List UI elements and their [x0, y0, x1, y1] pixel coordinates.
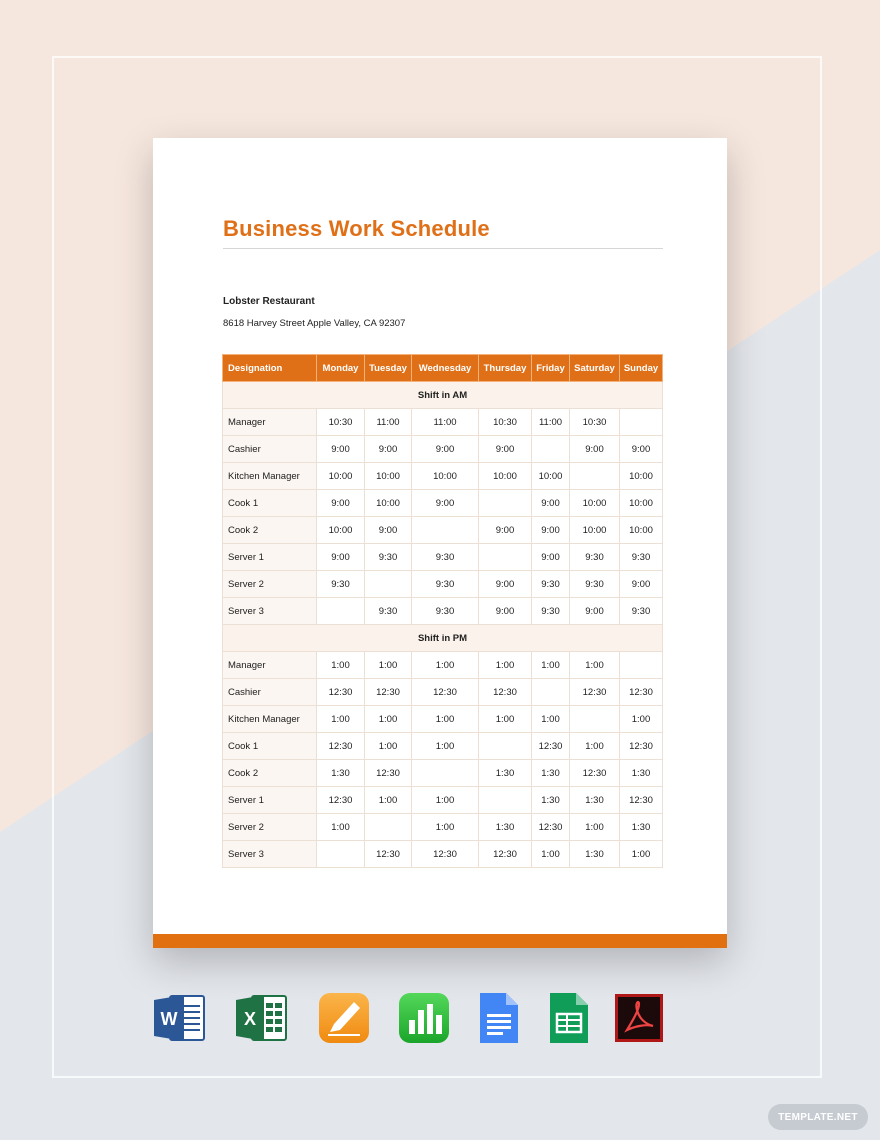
time-cell: 1:30: [479, 814, 532, 841]
company-address: 8618 Harvey Street Apple Valley, CA 92307: [223, 318, 406, 329]
table-row: [223, 706, 663, 733]
time-cell: 10:30: [570, 409, 620, 436]
time-cell: [412, 517, 479, 544]
time-cell: 1:00: [532, 841, 570, 868]
time-cell: 1:00: [412, 814, 479, 841]
schedule-body: [223, 382, 663, 868]
time-cell: 1:00: [317, 814, 365, 841]
time-cell: 12:30: [412, 679, 479, 706]
time-cell: 9:00: [570, 436, 620, 463]
time-cell: 12:30: [412, 841, 479, 868]
time-cell: 9:30: [620, 544, 663, 571]
table-row: [223, 436, 663, 463]
time-cell: 9:00: [532, 544, 570, 571]
time-cell: 9:00: [365, 517, 412, 544]
time-cell: [479, 787, 532, 814]
time-cell: [412, 760, 479, 787]
time-cell: 1:30: [570, 787, 620, 814]
time-cell: [570, 463, 620, 490]
table-row: [223, 679, 663, 706]
header-tuesday: Tuesday: [365, 355, 412, 382]
time-cell: 1:00: [365, 706, 412, 733]
designation-cell: Manager: [223, 409, 317, 436]
time-cell: 12:30: [317, 787, 365, 814]
time-cell: 9:00: [412, 436, 479, 463]
time-cell: 9:30: [570, 544, 620, 571]
designation-cell: Cook 2: [223, 517, 317, 544]
designation-cell: Kitchen Manager: [223, 706, 317, 733]
time-cell: 10:00: [620, 490, 663, 517]
time-cell: [570, 706, 620, 733]
document-title: Business Work Schedule: [223, 216, 490, 241]
template-net-badge[interactable]: TEMPLATE.NET: [768, 1104, 868, 1130]
time-cell: 10:00: [620, 463, 663, 490]
time-cell: 9:30: [365, 544, 412, 571]
time-cell: 1:00: [412, 706, 479, 733]
time-cell: 12:30: [479, 841, 532, 868]
header-designation: Designation: [223, 355, 317, 382]
time-cell: 1:30: [317, 760, 365, 787]
table-row: [223, 517, 663, 544]
time-cell: 9:00: [317, 490, 365, 517]
designation-cell: Manager: [223, 652, 317, 679]
table-row: [223, 598, 663, 625]
time-cell: 10:30: [317, 409, 365, 436]
time-cell: 1:00: [479, 652, 532, 679]
table-row: [223, 490, 663, 517]
time-cell: [532, 679, 570, 706]
time-cell: 1:00: [412, 787, 479, 814]
designation-cell: Cook 2: [223, 760, 317, 787]
excel-icon[interactable]: [234, 990, 290, 1046]
time-cell: 1:30: [479, 760, 532, 787]
time-cell: 1:00: [570, 652, 620, 679]
table-row: [223, 841, 663, 868]
time-cell: 11:00: [365, 409, 412, 436]
time-cell: 9:00: [317, 436, 365, 463]
time-cell: 1:30: [570, 841, 620, 868]
word-icon[interactable]: [152, 990, 208, 1046]
time-cell: 9:00: [412, 490, 479, 517]
document-page: [153, 138, 727, 948]
designation-cell: Server 2: [223, 571, 317, 598]
header-thursday: Thursday: [479, 355, 532, 382]
time-cell: 9:30: [532, 598, 570, 625]
time-cell: 10:00: [317, 517, 365, 544]
designation-cell: Server 3: [223, 598, 317, 625]
title-divider: [223, 248, 663, 249]
time-cell: [479, 490, 532, 517]
table-row: [223, 733, 663, 760]
header-friday: Friday: [532, 355, 570, 382]
time-cell: 10:00: [412, 463, 479, 490]
time-cell: [365, 814, 412, 841]
time-cell: 12:30: [532, 814, 570, 841]
time-cell: 1:00: [365, 652, 412, 679]
time-cell: 1:00: [412, 733, 479, 760]
time-cell: 9:30: [412, 598, 479, 625]
shift-section-row: [223, 625, 663, 652]
time-cell: 1:00: [317, 652, 365, 679]
time-cell: 9:00: [620, 436, 663, 463]
table-row: [223, 571, 663, 598]
time-cell: 9:00: [620, 571, 663, 598]
time-cell: 1:00: [570, 733, 620, 760]
time-cell: 11:00: [412, 409, 479, 436]
acrobat-pdf-icon[interactable]: [611, 990, 667, 1046]
time-cell: 9:30: [365, 598, 412, 625]
time-cell: 1:00: [620, 706, 663, 733]
header-sunday: Sunday: [620, 355, 663, 382]
time-cell: 1:00: [365, 787, 412, 814]
time-cell: 12:30: [479, 679, 532, 706]
time-cell: [479, 544, 532, 571]
app-icon-bar: [0, 990, 880, 1046]
time-cell: 12:30: [620, 679, 663, 706]
time-cell: 11:00: [532, 409, 570, 436]
time-cell: 1:00: [317, 706, 365, 733]
time-cell: 9:00: [365, 436, 412, 463]
header-saturday: Saturday: [570, 355, 620, 382]
designation-cell: Kitchen Manager: [223, 463, 317, 490]
time-cell: 10:00: [620, 517, 663, 544]
table-row: [223, 652, 663, 679]
designation-cell: Cashier: [223, 436, 317, 463]
time-cell: 9:00: [479, 571, 532, 598]
designation-cell: Server 2: [223, 814, 317, 841]
header-monday: Monday: [317, 355, 365, 382]
time-cell: 9:00: [317, 544, 365, 571]
table-row: [223, 544, 663, 571]
table-row: [223, 760, 663, 787]
time-cell: 9:00: [479, 436, 532, 463]
footer-accent-stripe: [153, 934, 727, 948]
time-cell: 12:30: [570, 679, 620, 706]
time-cell: 9:30: [317, 571, 365, 598]
time-cell: [479, 733, 532, 760]
time-cell: 9:00: [532, 490, 570, 517]
svg-text:W: W: [160, 1009, 178, 1029]
table-row: [223, 787, 663, 814]
numbers-icon[interactable]: [396, 990, 452, 1046]
shift-section-row: [223, 382, 663, 409]
time-cell: 12:30: [365, 841, 412, 868]
designation-cell: Cook 1: [223, 490, 317, 517]
time-cell: 1:30: [532, 787, 570, 814]
time-cell: 9:00: [479, 598, 532, 625]
google-docs-icon[interactable]: [470, 990, 526, 1046]
time-cell: 1:00: [412, 652, 479, 679]
header-wednesday: Wednesday: [412, 355, 479, 382]
time-cell: 9:30: [532, 571, 570, 598]
time-cell: 9:30: [412, 571, 479, 598]
time-cell: 9:00: [532, 517, 570, 544]
time-cell: 12:30: [317, 733, 365, 760]
time-cell: 12:30: [620, 787, 663, 814]
designation-cell: Server 1: [223, 787, 317, 814]
time-cell: 10:00: [532, 463, 570, 490]
time-cell: 10:00: [570, 490, 620, 517]
time-cell: [532, 436, 570, 463]
time-cell: [365, 571, 412, 598]
table-row: [223, 814, 663, 841]
time-cell: 1:00: [479, 706, 532, 733]
time-cell: 1:00: [532, 652, 570, 679]
time-cell: 9:30: [412, 544, 479, 571]
time-cell: 12:30: [570, 760, 620, 787]
schedule-table: [222, 354, 663, 868]
time-cell: 10:00: [365, 490, 412, 517]
designation-cell: Server 1: [223, 544, 317, 571]
time-cell: [620, 652, 663, 679]
time-cell: 12:30: [532, 733, 570, 760]
svg-text:X: X: [243, 1009, 257, 1029]
time-cell: 1:00: [532, 706, 570, 733]
time-cell: 9:00: [479, 517, 532, 544]
time-cell: 10:00: [365, 463, 412, 490]
time-cell: 10:30: [479, 409, 532, 436]
google-sheets-icon[interactable]: [540, 990, 596, 1046]
pages-icon[interactable]: [316, 990, 372, 1046]
time-cell: 12:30: [365, 679, 412, 706]
time-cell: 9:30: [570, 571, 620, 598]
shift-section-label: Shift in PM: [223, 625, 663, 652]
time-cell: 1:00: [620, 841, 663, 868]
table-row: [223, 409, 663, 436]
time-cell: [620, 409, 663, 436]
time-cell: 1:00: [570, 814, 620, 841]
designation-cell: Cook 1: [223, 733, 317, 760]
time-cell: 10:00: [479, 463, 532, 490]
time-cell: 1:30: [620, 814, 663, 841]
time-cell: 9:30: [620, 598, 663, 625]
time-cell: [317, 841, 365, 868]
shift-section-label: Shift in AM: [223, 382, 663, 409]
company-name: Lobster Restaurant: [223, 296, 315, 307]
time-cell: 12:30: [317, 679, 365, 706]
table-header-row: [223, 355, 663, 382]
time-cell: 12:30: [620, 733, 663, 760]
time-cell: 1:00: [365, 733, 412, 760]
designation-cell: Server 3: [223, 841, 317, 868]
designation-cell: Cashier: [223, 679, 317, 706]
time-cell: 9:00: [570, 598, 620, 625]
time-cell: 12:30: [365, 760, 412, 787]
time-cell: [317, 598, 365, 625]
time-cell: 10:00: [570, 517, 620, 544]
table-row: [223, 463, 663, 490]
time-cell: 10:00: [317, 463, 365, 490]
time-cell: 1:30: [532, 760, 570, 787]
time-cell: 1:30: [620, 760, 663, 787]
